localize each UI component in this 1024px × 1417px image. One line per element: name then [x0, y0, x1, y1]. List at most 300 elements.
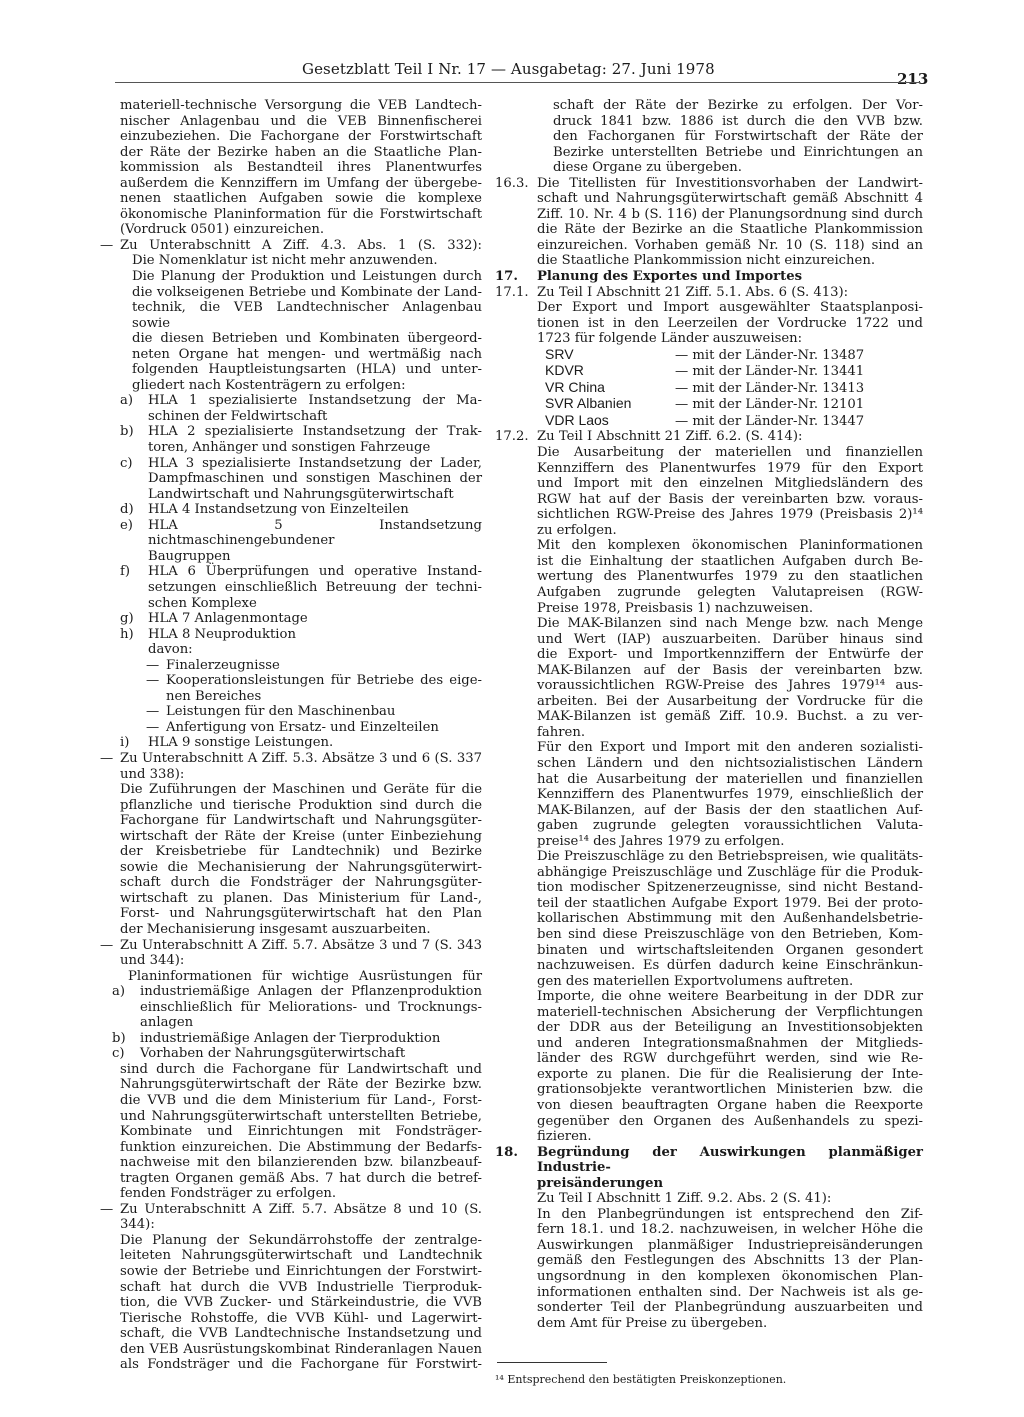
running-header: Gesetzblatt Teil I Nr. 17 — Ausgabetag: 27. Juni 1978 — [302, 60, 715, 78]
text-line — [497, 98, 923, 114]
text-line — [100, 953, 482, 969]
country-name: SVR Albanien — [545, 395, 632, 412]
list-marker: — — [146, 704, 160, 720]
text-line — [100, 1031, 482, 1047]
line-text: Der Export und Import ausgewählter Staatsplanposi- — [537, 300, 923, 316]
list-marker: 16.3. — [495, 175, 529, 191]
line-text: MAK-Bilanzen auf der Basis der vereinbarten bzw. — [537, 662, 923, 678]
line-text: exporte zu planen. Die für die Realisierung der Inte- — [537, 1066, 923, 1082]
line-text: tion modischer Spitzenerzeugnisse, sind nicht Bestand- — [537, 880, 923, 896]
text-line — [100, 564, 482, 580]
text-line — [497, 647, 923, 663]
text-line — [497, 1285, 923, 1301]
line-text: Forst- und Nahrungsgüterwirtschaft hat den Plan — [120, 906, 482, 922]
text-line — [100, 1171, 482, 1187]
text-line — [100, 596, 482, 612]
text-line — [497, 1222, 923, 1238]
line-text: der Räte der Bezirke haben an die Staatliche Plan- — [120, 144, 482, 160]
text-line — [497, 1145, 923, 1176]
line-text: und 344): — [120, 953, 185, 969]
text-line — [497, 1051, 923, 1067]
line-text: (Vordruck 0501) einzureichen. — [120, 222, 325, 238]
line-text: pflanzliche und tierische Produktion sind durch die — [120, 797, 482, 813]
line-text: HLA 4 Instandsetzung von Einzelteilen — [148, 502, 409, 518]
list-marker: i) — [120, 735, 130, 751]
line-text: und Nahrungsgüterwirtschaft unterstellten Betriebe, — [120, 1108, 482, 1124]
line-text: industriemäßige Anlagen der Tierproduktion — [140, 1030, 441, 1046]
line-text: tragten Organen gemäß Abs. 7 hat durch die betref- — [120, 1170, 482, 1186]
line-text: Fachorgane für Landwirtschaft und Nahrungsgüter- — [120, 813, 482, 829]
line-text: nachweise mit den bilanzierenden bzw. bilanzbeauf- — [120, 1155, 482, 1171]
list-marker: h) — [120, 626, 134, 642]
list-marker: — — [100, 237, 114, 253]
text-line — [100, 767, 482, 783]
text-line — [497, 238, 923, 254]
list-marker: a) — [120, 393, 134, 409]
list-marker: — — [146, 719, 160, 735]
text-line — [497, 849, 923, 865]
text-line — [100, 1280, 482, 1296]
list-marker: — — [146, 673, 160, 689]
line-text: HLA 3 spezialisierte Instandsetzung der Lader, — [148, 455, 482, 471]
text-line — [100, 1186, 482, 1202]
line-text: Kombinate und Einrichtungen mit Fondsträger- — [120, 1124, 482, 1140]
text-line — [497, 1269, 923, 1285]
line-text: HLA 2 spezialisierte Instandsetzung der Trak- — [148, 424, 482, 440]
text-line — [497, 694, 923, 710]
text-line — [100, 984, 482, 1000]
text-line — [100, 456, 482, 472]
line-text: den Fachorganen für Forstwirtschaft der Räte der — [553, 129, 923, 145]
line-text: schaft, die VVB Landtechnische Instandsetzung und — [120, 1326, 482, 1342]
text-line — [497, 958, 923, 974]
text-line — [497, 476, 923, 492]
text-line — [497, 176, 923, 192]
header-rule — [115, 82, 920, 83]
text-line — [100, 813, 482, 829]
text-line — [100, 1046, 482, 1062]
line-text: gen des materiellen Exportvolumens auftreten. — [537, 973, 854, 989]
text-line — [497, 974, 923, 990]
text-line — [100, 1155, 482, 1171]
text-line — [497, 331, 923, 347]
line-text: RGW hat auf der Basis der vereinbarten bzw. voraus- — [537, 491, 923, 507]
text-line — [100, 1326, 482, 1342]
line-text: sichtlichen RGW-Preise des Jahres 1979 (Preisbasis 2)¹⁴ — [537, 507, 923, 523]
line-text: Zu Teil I Abschnitt 1 Ziff. 9.2. Abs. 2 (S. 41): — [537, 1191, 832, 1207]
line-text: ungsordnung in den komplexen ökonomischen Plan- — [537, 1269, 923, 1285]
line-text: preise¹⁴ des Jahres 1979 zu erfolgen. — [537, 833, 785, 849]
line-text: Nahrungsgüterwirtschaft der Räte der Bezirke bzw. — [120, 1077, 482, 1093]
text-line — [100, 145, 482, 161]
text-line — [100, 549, 482, 565]
text-line — [100, 331, 482, 347]
line-text: fizieren. — [537, 1129, 592, 1145]
text-line — [100, 518, 482, 549]
text-line — [100, 285, 482, 301]
line-text: gaben zugrunde gelegten voraussichtlichen Valuta- — [537, 818, 923, 834]
line-text: fahren. — [537, 724, 586, 740]
line-text: die Staatliche Plankommission nicht einzureichen. — [537, 253, 876, 269]
line-text: HLA 9 sonstige Leistungen. — [148, 735, 334, 751]
text-line — [100, 176, 482, 192]
line-text: materiell-technische Versorgung die VEB Landtech- — [120, 98, 482, 113]
text-line — [497, 300, 923, 316]
text-line — [497, 1005, 923, 1021]
text-line — [100, 1109, 482, 1125]
line-text: HLA 1 spezialisierte Instandsetzung der Ma- — [148, 393, 482, 409]
list-marker: — — [100, 1201, 114, 1217]
text-line — [100, 300, 482, 331]
list-marker: — — [100, 750, 114, 766]
line-text: informationen enthalten sind. Der Nachweis ist als ge- — [537, 1284, 923, 1300]
text-line — [497, 316, 923, 332]
text-line — [100, 1233, 482, 1249]
text-line — [497, 709, 923, 725]
line-text: nenen staatlichen Aufgaben sowie die komplexe — [120, 191, 482, 207]
text-line — [100, 1264, 482, 1280]
text-line — [100, 704, 482, 720]
line-text: Importe, die ohne weitere Bearbeitung in der DDR zur — [537, 989, 923, 1005]
text-line — [100, 735, 482, 751]
text-line — [100, 798, 482, 814]
text-line — [100, 875, 482, 891]
line-text: industriemäßige Anlagen der Pflanzenproduktion — [140, 984, 482, 1000]
line-text: wertung des Planentwurfes 1979 zu den staatlichen — [537, 569, 923, 585]
text-line — [497, 507, 923, 523]
page-number: 213 — [897, 70, 929, 88]
line-text: Kennziffern des Planentwurfes 1979 für den Export — [537, 460, 923, 476]
line-text: Die Preiszuschläge zu den Betriebspreisen, wie qualitäts- — [537, 849, 923, 865]
line-text: Finalerzeugnisse — [166, 657, 280, 673]
line-text: Zu Unterabschnitt A Ziff. 5.3. Absätze 3 und 6 (S. 337 — [120, 750, 482, 766]
country-code-row — [497, 413, 923, 430]
text-line — [100, 222, 482, 238]
text-line — [100, 938, 482, 954]
line-text: hat die Ausarbeitung der materiellen und finanziellen — [537, 771, 923, 787]
line-text: HLA 8 Neuproduktion — [148, 626, 296, 642]
text-line — [100, 160, 482, 176]
list-marker: g) — [120, 611, 134, 627]
text-line — [497, 253, 923, 269]
line-text: gemäß den Festlegungen des Abschnitts 13 der Plan- — [537, 1253, 923, 1269]
line-text: Landwirtschaft und Nahrungsgüterwirtschaft — [148, 486, 454, 502]
line-text: gegenüber den Organen des Außenhandels zu spezi- — [537, 1113, 923, 1129]
text-line — [497, 129, 923, 145]
text-line — [497, 725, 923, 741]
list-marker: b) — [120, 424, 134, 440]
line-text: Zu Unterabschnitt A Ziff. 5.7. Absätze 8 und 10 (S. 344): — [120, 1201, 482, 1233]
line-text: anlagen — [140, 1015, 194, 1031]
line-text: wirtschaft zu planen. Das Ministerium für Land-, — [120, 890, 482, 906]
list-marker: c) — [112, 1046, 125, 1062]
line-text: Die MAK-Bilanzen sind nach Menge bzw. nach Menge — [537, 616, 923, 632]
line-text: die VVB und die dem Ministerium für Land-, Forst- — [120, 1093, 482, 1108]
right-column — [497, 98, 923, 1331]
text-line — [497, 429, 923, 445]
text-line — [497, 1067, 923, 1083]
line-text: Die Zuführungen der Maschinen und Geräte für die — [120, 782, 482, 798]
text-line — [497, 616, 923, 632]
text-line — [100, 658, 482, 674]
line-text: sowie der Betriebe und Einrichtungen der Forstwirt- — [120, 1264, 482, 1280]
line-text: nischer Anlagenbau und die VEB Binnenfischerei — [120, 113, 482, 129]
text-line — [497, 896, 923, 912]
text-line — [100, 409, 482, 425]
text-line — [497, 756, 923, 772]
text-line — [100, 969, 482, 985]
text-line — [497, 865, 923, 881]
text-line — [497, 1253, 923, 1269]
text-line — [497, 787, 923, 803]
footnote-rule — [497, 1362, 607, 1363]
text-line — [497, 492, 923, 508]
text-line — [497, 818, 923, 834]
text-line — [100, 844, 482, 860]
text-line — [497, 989, 923, 1005]
line-text: von diesen beauftragten Organe haben die Reexporte — [537, 1098, 923, 1113]
footnote: ¹⁴ Entsprechend den bestätigten Preiskonzeptionen. — [495, 1373, 787, 1386]
line-text: dem Amt für Preise zu übergeben. — [537, 1315, 768, 1331]
line-text: ist die Einhaltung der staatlichen Aufgaben durch Be- — [537, 553, 923, 569]
line-text: ökonomische Planinformation für die Forstwirtschaft — [120, 206, 482, 222]
line-text: Planinformationen für wichtige Ausrüstungen für — [128, 968, 482, 984]
text-line — [497, 1036, 923, 1052]
line-text: außerdem die Kennziffern im Umfang der übergebe- — [120, 175, 482, 191]
list-marker: 17.2. — [495, 429, 529, 445]
text-line — [100, 1248, 482, 1264]
text-line — [497, 803, 923, 819]
line-text: 1723 für folgende Länder auszuweisen: — [537, 331, 803, 347]
line-text: Leistungen für den Maschinenbau — [166, 704, 396, 720]
line-text: MAK-Bilanzen, auf der Basis der den staatlichen Auf- — [537, 802, 923, 818]
line-text: schinen der Feldwirtschaft — [148, 408, 328, 424]
text-line — [100, 393, 482, 409]
line-text: Tierische Rohstoffe, die VVB Kühl- und Lagerwirt- — [120, 1310, 482, 1326]
text-line — [497, 1020, 923, 1036]
line-text: kollarischen Abstimmung mit den Außenhandelsbetrie- — [537, 911, 923, 927]
line-text: die Export- und Importkennziffern der Entwürfe der — [537, 647, 923, 663]
text-line — [100, 114, 482, 130]
text-line — [100, 98, 482, 114]
text-line — [100, 642, 482, 658]
text-line — [100, 440, 482, 456]
line-text: schaft durch die Fondsträger der Nahrungsgüter- — [120, 875, 482, 891]
list-marker: 18. — [495, 1144, 518, 1160]
line-text: einzubeziehen. Die Fachorgane der Forstwirtschaft — [120, 129, 482, 145]
text-line — [497, 222, 923, 238]
country-code-row — [497, 396, 923, 413]
list-marker: c) — [120, 455, 133, 471]
line-text: der Kreisbetriebe für Landtechnik) und Bezirke — [120, 844, 482, 860]
country-name: VR China — [545, 378, 605, 395]
line-text: nen Bereiches — [166, 688, 262, 704]
text-line — [497, 191, 923, 207]
text-line — [497, 1129, 923, 1145]
line-text: teil der staatlichen Aufgabe Export 1979. Bei der proto- — [537, 895, 923, 911]
text-line — [497, 160, 923, 176]
text-line — [100, 720, 482, 736]
text-line — [497, 1176, 923, 1192]
line-text: funktion einzureichen. Die Abstimmung der Bedarfs- — [120, 1139, 482, 1155]
text-line — [100, 253, 482, 269]
text-line — [497, 1300, 923, 1316]
country-code: — mit der Länder-Nr. 13441 — [675, 364, 865, 380]
text-line — [100, 1077, 482, 1093]
line-text: Zu Teil I Abschnitt 21 Ziff. 6.2. (S. 414): — [537, 429, 803, 445]
line-text: setzungen einschließlich Betreuung der techni- — [148, 579, 482, 595]
country-code: — mit der Länder-Nr. 13447 — [675, 413, 865, 429]
text-line — [100, 829, 482, 845]
text-line — [497, 554, 923, 570]
line-text: abhängige Preiszuschläge und Zuschläge für die Produk- — [537, 864, 923, 880]
line-text: Anfertigung von Ersatz- und Einzelteilen — [166, 719, 439, 735]
text-line — [100, 129, 482, 145]
text-line — [497, 632, 923, 648]
text-line — [100, 269, 482, 285]
line-text: Mit den komplexen ökonomischen Planinformationen — [537, 538, 923, 554]
line-text: einzureichen. Vorhaben gemäß Nr. 10 (S. 118) sind an — [537, 237, 923, 253]
line-text: die diesen Betrieben und Kombinaten übergeord- — [132, 331, 482, 347]
line-text: schaft der Räte der Bezirke zu erfolgen. Der Vor- — [553, 98, 923, 113]
line-text: binaten und wirtschaftsleitenden Organen gesondert — [537, 942, 923, 958]
text-line — [100, 424, 482, 440]
line-text: sowie die Mechanisierung der Nahrungsgüterwirt- — [120, 859, 482, 875]
line-text: schaft hat durch die VVB Industrielle Tierproduk- — [120, 1279, 482, 1295]
line-text: nachzuweisen. Es dürfen dadurch keine Einschränkun- — [537, 958, 923, 974]
line-text: länder des RGW durchgeführt werden, sind wie Re- — [537, 1051, 923, 1067]
line-text: Die Ausarbeitung der materiellen und finanziellen — [537, 445, 923, 461]
line-text: schen Ländern und den nichtsozialistischen Ländern — [537, 755, 923, 771]
text-line — [100, 1357, 482, 1373]
line-text: Kooperationsleistungen für Betriebe des eige- — [166, 673, 482, 689]
country-code-row — [497, 347, 923, 364]
list-marker: 17. — [495, 269, 518, 285]
line-text: und 338): — [120, 766, 185, 782]
text-line — [100, 1342, 482, 1358]
text-line — [100, 891, 482, 907]
line-text: MAK-Bilanzen ist gemäß Ziff. 10.9. Buchst. a zu ver- — [537, 709, 923, 725]
list-marker: f) — [120, 564, 131, 580]
text-line — [100, 1124, 482, 1140]
country-name: SRV — [545, 345, 574, 362]
line-text: Auswirkungen planmäßiger Industriepreisänderungen — [537, 1237, 923, 1253]
line-text: Für den Export und Import mit den anderen sozialisti- — [537, 740, 923, 756]
list-marker: e) — [120, 517, 133, 533]
text-line — [497, 523, 923, 539]
line-text: den VEB Ausrüstungskombinat Rinderanlagen Nauen — [120, 1341, 482, 1357]
line-text: Planung des Exportes und Importes — [537, 269, 803, 285]
line-text: die volkseigenen Betriebe und Kombinate der Land- — [132, 284, 482, 300]
text-line — [100, 1093, 482, 1109]
line-text: Kennziffern des Planentwurfes 1979, einschließlich der — [537, 787, 923, 803]
country-code: — mit der Länder-Nr. 12101 — [675, 397, 865, 413]
line-text: HLA 6 Überprüfungen und operative Instand- — [148, 564, 482, 580]
line-text: technik, die VEB Landtechnischer Anlagenbau sowie — [132, 300, 482, 331]
text-line — [497, 585, 923, 601]
line-text: einschließlich für Meliorations- und Trocknungs- — [140, 999, 482, 1015]
line-text: Preise 1978, Preisbasis 1) nachzuweisen. — [537, 600, 814, 616]
text-line — [100, 860, 482, 876]
line-text: Baugruppen — [148, 548, 231, 564]
line-text: der DDR aus der Beteiligung an Investitionsobjekten — [537, 1020, 923, 1036]
text-line — [100, 362, 482, 378]
text-line — [497, 663, 923, 679]
text-line — [497, 927, 923, 943]
line-text: schen Komplexe — [148, 595, 257, 611]
text-line — [497, 911, 923, 927]
line-text: davon: — [148, 642, 193, 658]
list-marker: — — [100, 937, 114, 953]
line-text: Dampfmaschinen und sonstigen Maschinen der — [148, 471, 482, 487]
country-name: KDVR — [545, 362, 584, 379]
line-text: kommission als Bestandteil ihres Planentwurfes — [120, 160, 482, 176]
line-text: neten Organe hat mengen- und wertmäßig nach — [132, 346, 482, 362]
text-line — [100, 207, 482, 223]
text-line — [497, 114, 923, 130]
line-text: leiteten Nahrungsgüterwirtschaft und Landtechnik — [120, 1248, 482, 1264]
text-line — [100, 1062, 482, 1078]
list-marker: — — [146, 657, 160, 673]
text-line — [100, 378, 482, 394]
text-line — [100, 782, 482, 798]
text-line — [100, 906, 482, 922]
line-text: sonderter Teil der Planbegründung auszuarbeiten und — [537, 1300, 923, 1316]
text-line — [100, 347, 482, 363]
text-line — [497, 1207, 923, 1223]
text-line — [497, 1238, 923, 1254]
line-text: Ziff. 10. Nr. 4 b (S. 116) der Planungsordnung sind durch — [537, 206, 923, 222]
country-name: VDR Laos — [545, 411, 609, 428]
text-line — [497, 1316, 923, 1332]
line-text: die Räte der Bezirke an die Staatliche Plankommission — [537, 222, 923, 238]
text-line — [497, 461, 923, 477]
line-text: HLA 5 Instandsetzung nichtmaschinengebundener — [148, 517, 482, 549]
text-line — [497, 678, 923, 694]
line-text: fenden Fondsträger zu erfolgen. — [120, 1186, 337, 1202]
text-line — [100, 611, 482, 627]
text-line — [100, 1015, 482, 1031]
country-code-row — [497, 363, 923, 380]
text-line — [100, 1295, 482, 1311]
line-text: Die Nomenklatur ist nicht mehr anzuwenden. — [132, 253, 438, 269]
text-line — [100, 487, 482, 503]
line-text: und Import mit den einzelnen Mitgliedsländern des — [537, 476, 923, 492]
line-text: gliedert nach Kostenträgern zu erfolgen: — [132, 377, 406, 393]
text-line — [497, 445, 923, 461]
text-line — [497, 1098, 923, 1114]
list-marker: 17.1. — [495, 284, 529, 300]
line-text: Die Planung der Produktion und Leistungen durch — [132, 269, 482, 285]
line-text: tion, die VVB Zucker- und Stärkeindustrie, die VVB — [120, 1295, 482, 1311]
line-text: HLA 7 Anlagenmontage — [148, 611, 308, 627]
left-column — [100, 98, 482, 1373]
country-code: — mit der Länder-Nr. 13487 — [675, 347, 865, 363]
text-line — [100, 238, 482, 254]
text-line — [100, 580, 482, 596]
line-text: schaft und Nahrungsgüterwirtschaft gemäß Abschnitt 4 — [537, 191, 923, 207]
line-text: grationsobjekte verantwortlichen Ministerien bzw. die — [537, 1082, 923, 1098]
text-line — [497, 834, 923, 850]
text-line — [100, 1000, 482, 1016]
text-line — [497, 569, 923, 585]
text-line — [497, 601, 923, 617]
line-text: zu erfolgen. — [537, 522, 617, 538]
text-line — [497, 538, 923, 554]
line-text: materiell-technischen Absicherung der Verpflichtungen — [537, 1004, 923, 1020]
line-text: Vorhaben der Nahrungsgüterwirtschaft — [140, 1046, 406, 1062]
text-line — [497, 1082, 923, 1098]
